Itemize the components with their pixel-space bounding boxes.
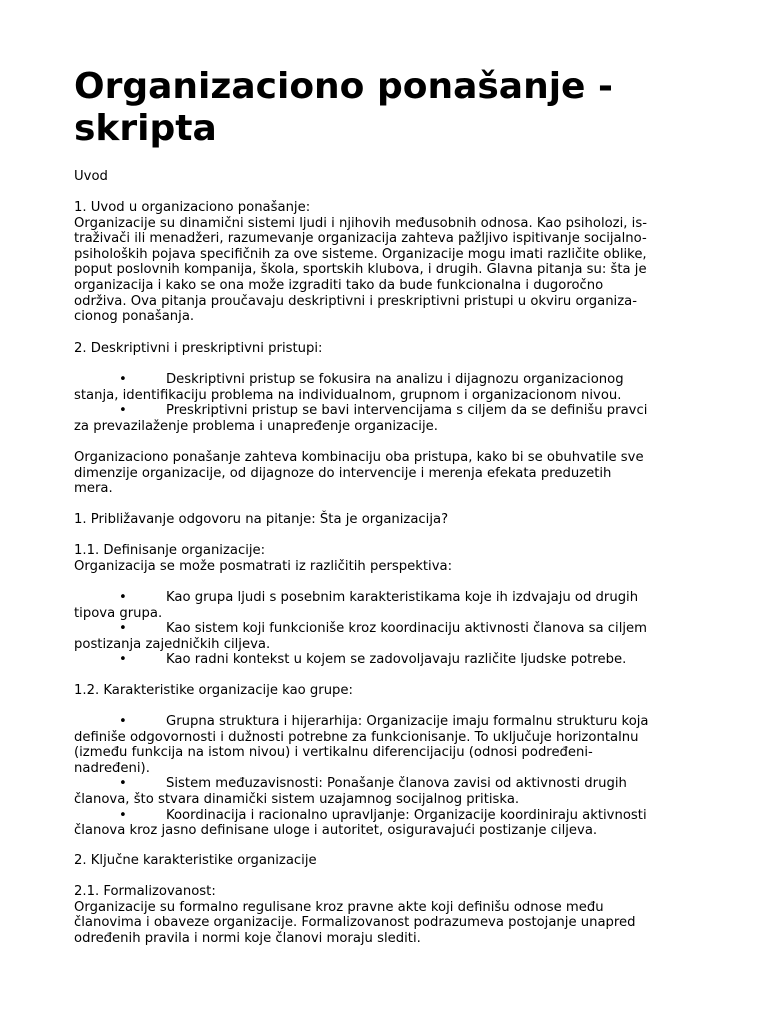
list-item-continuation: postizanja zajedničkih ciljeva. xyxy=(74,636,271,652)
subsection-heading: 1.2. Karakteristike organizacije kao grupe: xyxy=(74,683,353,698)
paragraph-line: psiholoških pojava specifičnih za ove sisteme. Organizacije mogu imati različite oblike, xyxy=(74,246,647,262)
subsection-heading: 2.1. Formalizovanost: xyxy=(74,884,216,899)
section-heading: 1. Uvod u organizaciono ponašanje: xyxy=(74,200,311,215)
list-item-continuation: definiše odgovornosti i dužnosti potrebne za funkcionisanje. To uključuje horizontalnu xyxy=(74,729,639,745)
bullet-icon: • xyxy=(119,372,127,387)
list-item: • Grupna struktura i hijerarhija: Organizacije imaju formalnu strukturu koja xyxy=(119,714,649,729)
document-title xyxy=(74,66,694,150)
bullet-list xyxy=(74,590,694,668)
paragraph-line: dimenzije organizacije, od dijagnoze do intervencije i merenja efekata preduzetih xyxy=(74,465,612,481)
paragraph xyxy=(74,450,694,497)
intro-label: Uvod xyxy=(74,169,108,184)
paragraph-line: Organizacije su dinamični sistemi ljudi i njihovih međusobnih odnosa. Kao psiholozi, is- xyxy=(74,215,647,231)
paragraph-line: Organizaciono ponašanje zahteva kombinaciju oba pristupa, kako bi se obuhvatile sve xyxy=(74,450,644,465)
paragraph-line: održiva. Ova pitanja proučavaju deskriptivni i preskriptivni pristupi u okviru organiza- xyxy=(74,293,637,309)
bullet-icon: • xyxy=(119,807,127,823)
subsection-heading: 1.1. Definisanje organizacije: xyxy=(74,543,266,558)
bullet-list xyxy=(74,714,694,839)
section-intro xyxy=(74,200,694,325)
list-item: • Sistem međuzavisnosti: Ponašanje članova zavisi od aktivnosti drugih xyxy=(119,776,627,792)
bullet-icon: • xyxy=(119,590,127,605)
paragraph-line: mera. xyxy=(74,481,113,497)
paragraph-line: Organizacije su formalno regulisane kroz pravne akte koji definišu odnose među xyxy=(74,899,604,915)
bullet-list xyxy=(74,372,694,434)
list-item-continuation: stanja, identifikaciju problema na individualnom, grupnom i organizacionom nivou. xyxy=(74,387,622,403)
list-item-continuation: nadređeni). xyxy=(74,760,150,776)
list-item-continuation: članova kroz jasno definisane uloge i autoritet, osiguravajući postizanje ciljeva. xyxy=(74,823,598,839)
paragraph-line: traživači ili menadžeri, razumevanje organizacija zahteva pažljivo ispitivanje socijalno- xyxy=(74,231,647,247)
subsection xyxy=(74,884,694,946)
bullet-icon: • xyxy=(119,776,127,792)
section-heading: 2. Deskriptivni i preskriptivni pristupi: xyxy=(74,341,323,356)
title-line-1: Organizaciono ponašanje - xyxy=(74,66,613,107)
subsection xyxy=(74,543,694,574)
list-item-continuation: članova, što stvara dinamički sistem uzajamnog socijalnog pritiska. xyxy=(74,791,520,807)
bullet-icon: • xyxy=(119,714,127,729)
title-line-2: skripta xyxy=(74,108,217,149)
list-item-continuation: (između funkcija na istom nivou) i vertikalnu diferencijaciju (odnosi podređeni- xyxy=(74,745,593,761)
list-item: • Kao sistem koji funkcioniše kroz koordinaciju aktivnosti članova sa ciljem xyxy=(119,621,647,637)
bullet-icon: • xyxy=(119,621,127,637)
paragraph-line: Organizacija se može posmatrati iz različitih perspektiva: xyxy=(74,558,453,574)
list-item: • Kao radni kontekst u kojem se zadovoljavaju različite ljudske potrebe. xyxy=(119,652,627,668)
section-heading: 2. Ključne karakteristike organizacije xyxy=(74,853,317,868)
list-item-continuation: tipova grupa. xyxy=(74,605,163,621)
paragraph-line: cionog ponašanja. xyxy=(74,309,195,325)
list-item: • Kao grupa ljudi s posebnim karakteristikama koje ih izdvajaju od drugih xyxy=(119,590,639,605)
list-item-continuation: za prevazilaženje problema i unapređenje organizacije. xyxy=(74,418,438,434)
bullet-icon: • xyxy=(119,403,127,419)
bullet-icon: • xyxy=(119,652,127,668)
list-item: • Koordinacija i racionalno upravljanje: Organizacije koordiniraju aktivnosti xyxy=(119,807,647,823)
section-heading: 1. Približavanje odgovoru na pitanje: Šta je organizacija? xyxy=(74,512,449,527)
paragraph-line: određenih pravila i normi koje članovi moraju slediti. xyxy=(74,930,421,946)
list-item: • Preskriptivni pristup se bavi intervencijama s ciljem da se definišu pravci xyxy=(119,403,648,419)
paragraph-line: poput poslovnih kompanija, škola, sportskih klubova, i drugih. Glavna pitanja su: šta je xyxy=(74,262,647,278)
list-item: • Deskriptivni pristup se fokusira na analizu i dijagnozu organizacionog xyxy=(119,372,624,387)
paragraph-line: organizacija i kako se ona može izgraditi tako da bude funkcionalna i dugoročno xyxy=(74,277,604,293)
paragraph-line: članovima i obaveze organizacije. Formalizovanost podrazumeva postojanje unapred xyxy=(74,915,636,931)
